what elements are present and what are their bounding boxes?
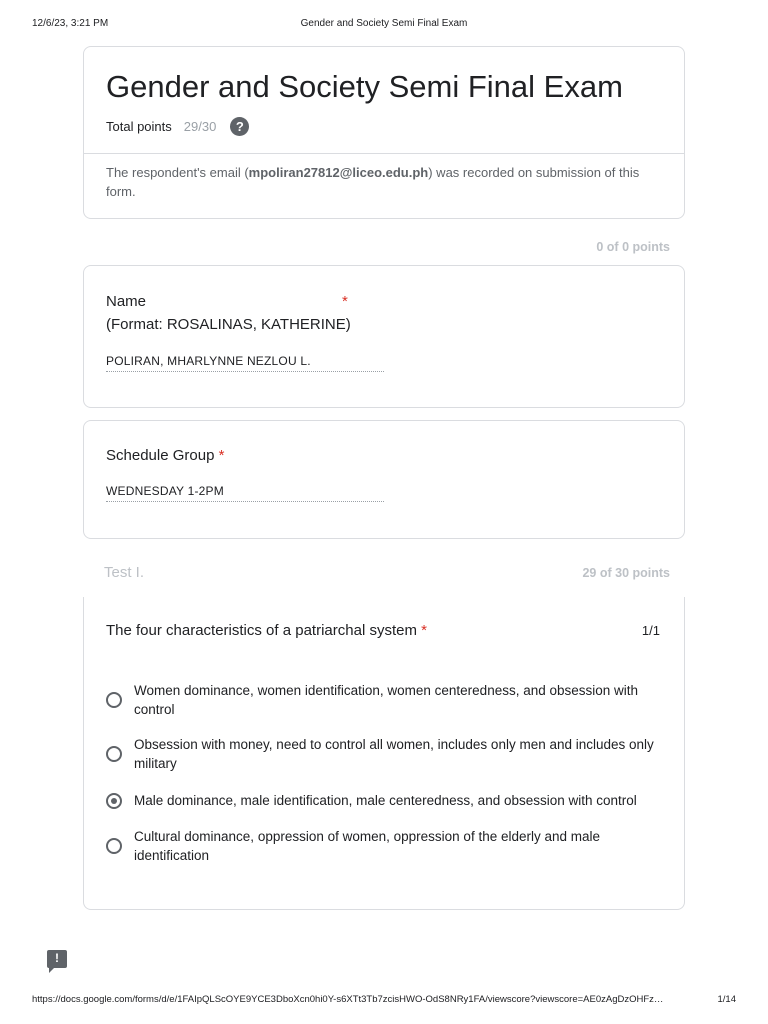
schedule-answer: WEDNESDAY 1-2PM (106, 484, 384, 502)
mc-option[interactable] (106, 735, 666, 773)
radio-button[interactable] (106, 692, 122, 708)
email-note-suffix: ) was recorded on submission of this form. (106, 165, 640, 199)
email-note-prefix: The respondent's email ( (106, 165, 249, 180)
schedule-question-label (106, 444, 224, 467)
radio-button[interactable] (106, 838, 122, 854)
form-title: Gender and Society Semi Final Exam (106, 69, 623, 104)
header-divider (84, 153, 684, 154)
name-label-line2: (Format: ROSALINAS, KATHERINE) (106, 316, 351, 333)
form-header-card (83, 46, 685, 219)
print-url: https://docs.google.com/forms/d/e/1FAIpQLScOYE9YCE3DboXcn0hi0Y-s6XTt3Tb7zcisHWO-OdS8NRy1FA/viewscore?viewscore=AE0zAgDzOHFz… (32, 994, 664, 1005)
email-note (106, 163, 666, 201)
help-icon[interactable]: ? (230, 117, 249, 136)
mc-option-label: Obsession with money, need to control all women, includes only men and includes only military (134, 737, 654, 771)
mc-question-score: 1/1 (641, 623, 660, 638)
print-page-number: 1/14 (717, 994, 736, 1005)
radio-button-checked[interactable] (106, 793, 122, 809)
print-doc-title: Gender and Society Semi Final Exam (300, 18, 468, 29)
mc-question-label (106, 619, 427, 642)
test-section-title: Test I. (104, 564, 145, 581)
mc-question-card (83, 597, 685, 910)
required-asterisk: * (218, 447, 225, 464)
mc-option[interactable] (106, 827, 666, 865)
test-section-points: 29 of 30 points (582, 566, 670, 580)
required-asterisk: * (342, 293, 348, 310)
total-points-value: 29/30 (183, 119, 217, 134)
total-points-row (106, 117, 249, 136)
name-question-card (83, 265, 685, 408)
mc-option-selected[interactable] (106, 791, 666, 810)
mc-option[interactable] (106, 681, 666, 719)
name-label-line1: Name (106, 293, 147, 310)
schedule-label-text: Schedule Group (106, 447, 215, 464)
schedule-question-card (83, 420, 685, 539)
required-asterisk: * (421, 622, 427, 639)
respondent-email: mpoliran27812@liceo.edu.ph (248, 165, 429, 180)
report-feedback-icon[interactable] (47, 950, 67, 968)
mc-question-text: The four characteristics of a patriarchal system (106, 622, 417, 639)
total-points-label: Total points (106, 119, 172, 134)
radio-button[interactable] (106, 746, 122, 762)
name-answer: POLIRAN, MHARLYNNE NEZLOU L. (106, 354, 384, 372)
mc-option-label: Male dominance, male identification, male centeredness, and obsession with control (134, 793, 637, 808)
print-datetime: 12/6/23, 3:21 PM (32, 18, 109, 29)
mc-option-label: Women dominance, women identification, women centeredness, and obsession with control (134, 683, 639, 717)
mc-option-label: Cultural dominance, oppression of women, oppression of the elderly and male identification (134, 829, 601, 863)
feedback-icon-glyph: ! (55, 951, 59, 965)
name-question-label (106, 290, 351, 336)
section-points-value: 0 of 0 points (596, 240, 670, 254)
